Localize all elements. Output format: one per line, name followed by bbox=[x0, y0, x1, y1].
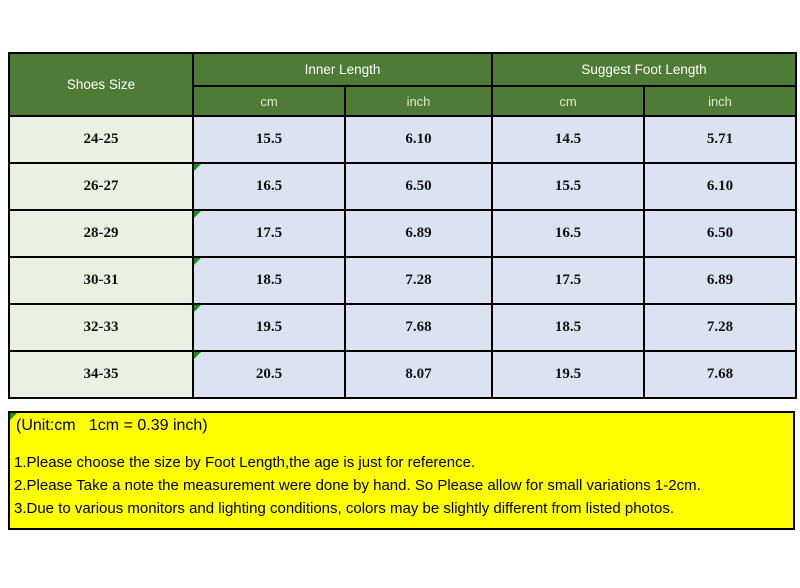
size-range-cell: 34-35 bbox=[9, 351, 193, 398]
inner-inch-cell: 7.28 bbox=[345, 257, 492, 304]
cell-corner-marker-icon bbox=[194, 211, 201, 218]
cell-value: 20.5 bbox=[255, 366, 283, 382]
cell-value: 19.5 bbox=[255, 319, 283, 335]
inner-length-header: Inner Length bbox=[193, 53, 492, 86]
size-range-cell: 28-29 bbox=[9, 210, 193, 257]
size-range-cell: 26-27 bbox=[9, 163, 193, 210]
foot-inch-cell: 7.28 bbox=[644, 304, 796, 351]
size-chart-table bbox=[8, 52, 797, 399]
cell-corner-marker-icon bbox=[10, 413, 17, 420]
unit-conversion-note: (Unit:cm 1cm = 0.39 inch) bbox=[16, 417, 208, 434]
foot-cm-cell: 16.5 bbox=[492, 210, 644, 257]
inner-inch-cell: 6.50 bbox=[345, 163, 492, 210]
cell-value: 16.5 bbox=[255, 178, 283, 194]
inner-cm-cell: 15.5 bbox=[193, 116, 345, 163]
size-range-cell: 32-33 bbox=[9, 304, 193, 351]
inner-inch-cell: 8.07 bbox=[345, 351, 492, 398]
note-line: 1.Please choose the size by Foot Length,the age is just for reference. bbox=[14, 454, 476, 471]
suggest-foot-length-header: Suggest Foot Length bbox=[492, 53, 796, 86]
foot-cm-cell: 17.5 bbox=[492, 257, 644, 304]
foot-cm-cell: 18.5 bbox=[492, 304, 644, 351]
cell-corner-marker-icon bbox=[194, 258, 201, 265]
inner-cm-cell bbox=[193, 304, 345, 351]
notes-panel bbox=[8, 411, 795, 530]
foot-inch-cell: 6.89 bbox=[644, 257, 796, 304]
foot-inch-cell: 7.68 bbox=[644, 351, 796, 398]
inner-inch-header: inch bbox=[345, 86, 492, 116]
inner-inch-cell: 6.89 bbox=[345, 210, 492, 257]
table-row bbox=[9, 257, 796, 304]
size-chart-table-wrap bbox=[8, 52, 795, 399]
cell-corner-marker-icon bbox=[194, 305, 201, 312]
shoes-size-header: Shoes Size bbox=[9, 53, 193, 116]
inner-cm-cell bbox=[193, 210, 345, 257]
size-range-cell: 24-25 bbox=[9, 116, 193, 163]
note-list bbox=[10, 451, 793, 520]
table-row bbox=[9, 116, 796, 163]
inner-cm-cell bbox=[193, 257, 345, 304]
cell-corner-marker-icon bbox=[194, 164, 201, 171]
table-row bbox=[9, 351, 796, 398]
inner-inch-cell: 6.10 bbox=[345, 116, 492, 163]
table-group-header-row bbox=[9, 53, 796, 86]
inner-inch-cell: 7.68 bbox=[345, 304, 492, 351]
foot-cm-cell: 15.5 bbox=[492, 163, 644, 210]
inner-cm-cell bbox=[193, 163, 345, 210]
foot-inch-cell: 6.10 bbox=[644, 163, 796, 210]
note-line: 3.Due to various monitors and lighting conditions, colors may be slightly different from listed photos. bbox=[14, 500, 675, 517]
foot-inch-header: inch bbox=[644, 86, 796, 116]
cell-value: 17.5 bbox=[255, 225, 283, 241]
size-range-cell: 30-31 bbox=[9, 257, 193, 304]
table-row bbox=[9, 210, 796, 257]
foot-cm-cell: 14.5 bbox=[492, 116, 644, 163]
inner-cm-cell bbox=[193, 351, 345, 398]
foot-inch-cell: 5.71 bbox=[644, 116, 796, 163]
inner-cm-header: cm bbox=[193, 86, 345, 116]
note-line: 2.Please Take a note the measurement were done by hand. So Please allow for small variations 1-2cm. bbox=[14, 477, 701, 494]
cell-corner-marker-icon bbox=[194, 352, 201, 359]
foot-cm-header: cm bbox=[492, 86, 644, 116]
foot-cm-cell: 19.5 bbox=[492, 351, 644, 398]
foot-inch-cell: 6.50 bbox=[644, 210, 796, 257]
cell-value: 18.5 bbox=[255, 272, 283, 288]
table-row bbox=[9, 304, 796, 351]
table-row bbox=[9, 163, 796, 210]
